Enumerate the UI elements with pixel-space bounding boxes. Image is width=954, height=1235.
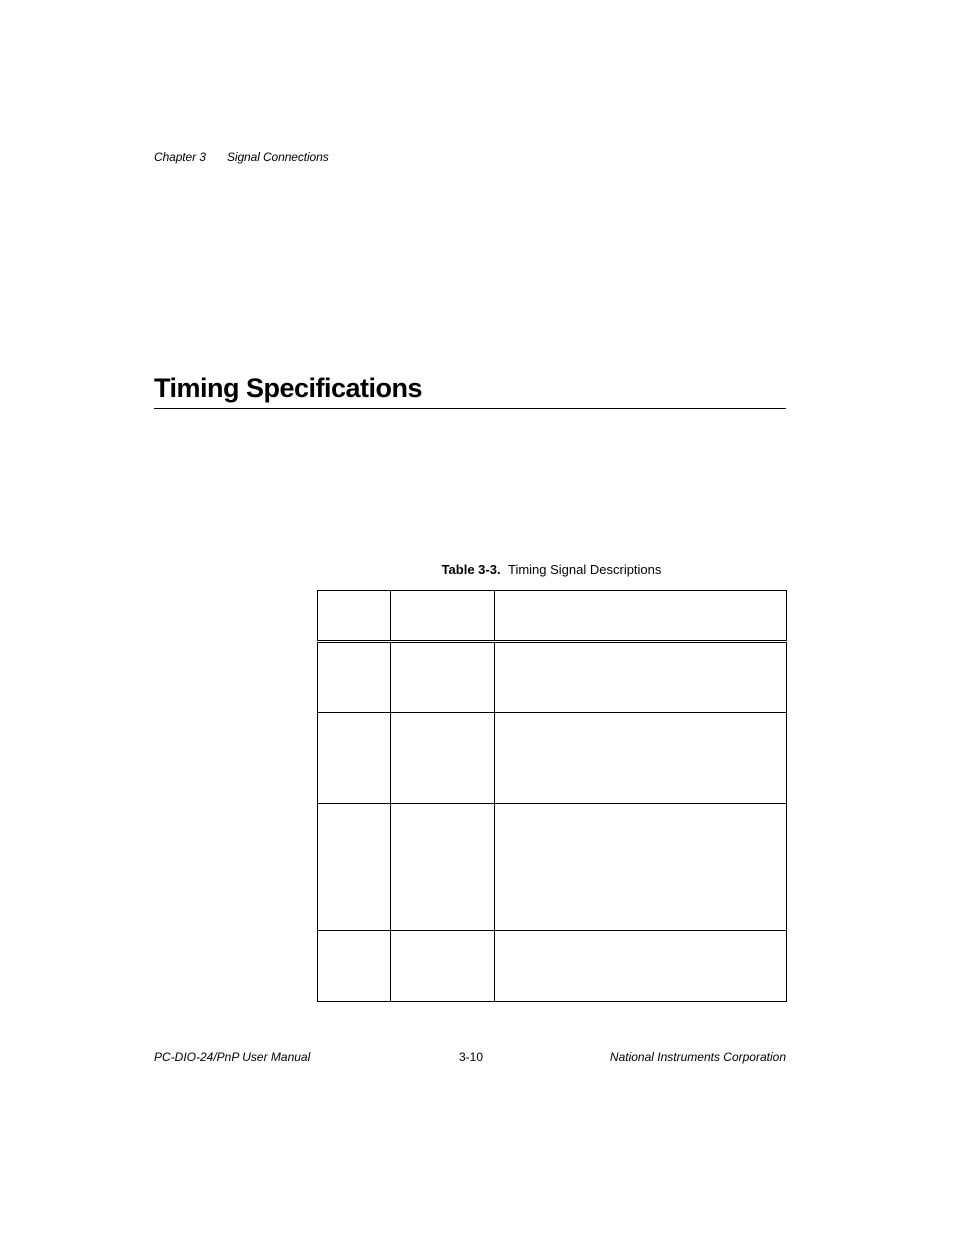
- table-row: [318, 642, 787, 713]
- table-cell: [495, 713, 787, 804]
- section-heading: Timing Specifications: [154, 370, 786, 409]
- table-cell: [391, 713, 495, 804]
- table-cell: [318, 931, 391, 1002]
- table-cell: [495, 931, 787, 1002]
- table-cell: [391, 804, 495, 931]
- table-cell: [318, 713, 391, 804]
- table-header-cell: [318, 591, 391, 642]
- running-header: [154, 150, 329, 164]
- footer-page-number: 3-10: [459, 1050, 484, 1064]
- table-cell: [318, 804, 391, 931]
- table-cell: [391, 931, 495, 1002]
- table-cell: [391, 642, 495, 713]
- section-label: Signal Connections: [227, 150, 329, 164]
- table-caption-number: Table 3-3.: [441, 562, 501, 577]
- footer-manual-title: PC-DIO-24/PnP User Manual: [154, 1050, 311, 1064]
- table-header-cell: [391, 591, 495, 642]
- table-cell: [495, 804, 787, 931]
- table-cell: [318, 642, 391, 713]
- table-header-cell: [495, 591, 787, 642]
- table-row: [318, 713, 787, 804]
- footer-company: National Instruments Corporation: [609, 1050, 786, 1064]
- table-row: [318, 804, 787, 931]
- table-header-row: [318, 591, 787, 642]
- table-caption: [317, 562, 786, 577]
- table-cell: [495, 642, 787, 713]
- table-row: [318, 931, 787, 1002]
- chapter-label: Chapter 3: [154, 150, 206, 164]
- table-caption-title: Timing Signal Descriptions: [507, 562, 662, 577]
- timing-signal-table: [317, 590, 787, 1002]
